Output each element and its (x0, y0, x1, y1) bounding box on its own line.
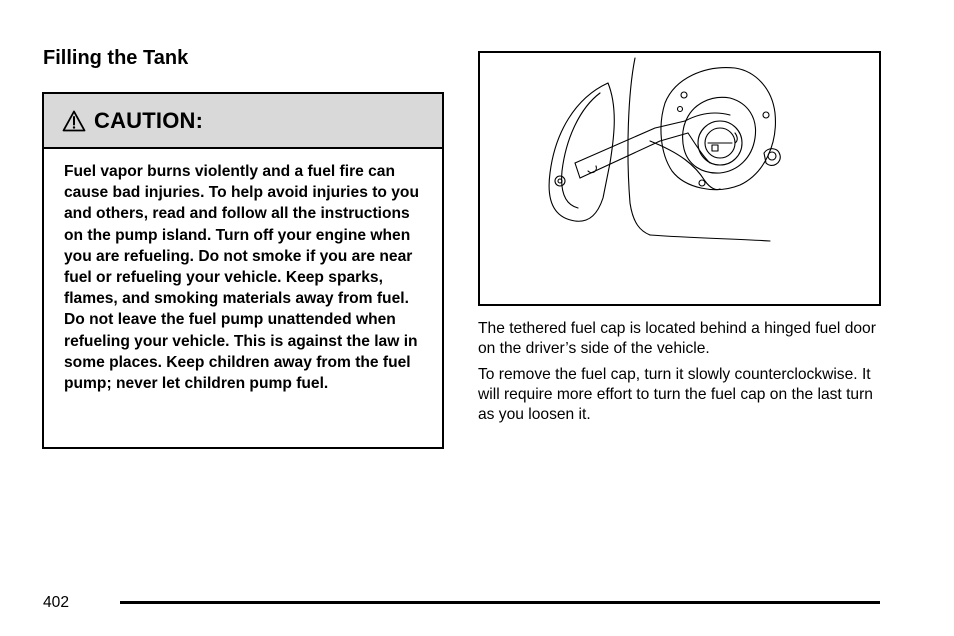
page-number: 402 (43, 594, 70, 611)
fuel-cap-illustration (480, 53, 879, 304)
footer-rule (120, 601, 880, 604)
caution-box (42, 92, 444, 449)
paragraph-fuel-cap-location: The tethered fuel cap is located behind a hinged fuel door on the driver’s side of the vehicle. (478, 320, 876, 357)
warning-triangle-icon (62, 110, 86, 132)
caution-title: CAUTION: (94, 107, 204, 133)
section-title: Filling the Tank (43, 47, 189, 69)
paragraph-remove-fuel-cap: To remove the fuel cap, turn it slowly counterclockwise. It will require more effort to turn the fuel cap on the last turn as you loosen it. (478, 366, 873, 423)
caution-text: Fuel vapor burns violently and a fuel fire can cause bad injuries. To help avoid injuries to you and others, read and follow all the instructions on the pump island. Turn off your engine when you are refueling. Do not smoke if you are near fuel or refueling your vehicle. Keep sparks, flames, and smoking materials away from fuel. Do not leave the fuel pump unattended when refueling your vehicle. This is against the law in some places. Keep children away from the fuel pump; never let children pump fuel. (64, 163, 419, 393)
fuel-cap-figure (478, 51, 881, 306)
caution-header (44, 94, 442, 149)
